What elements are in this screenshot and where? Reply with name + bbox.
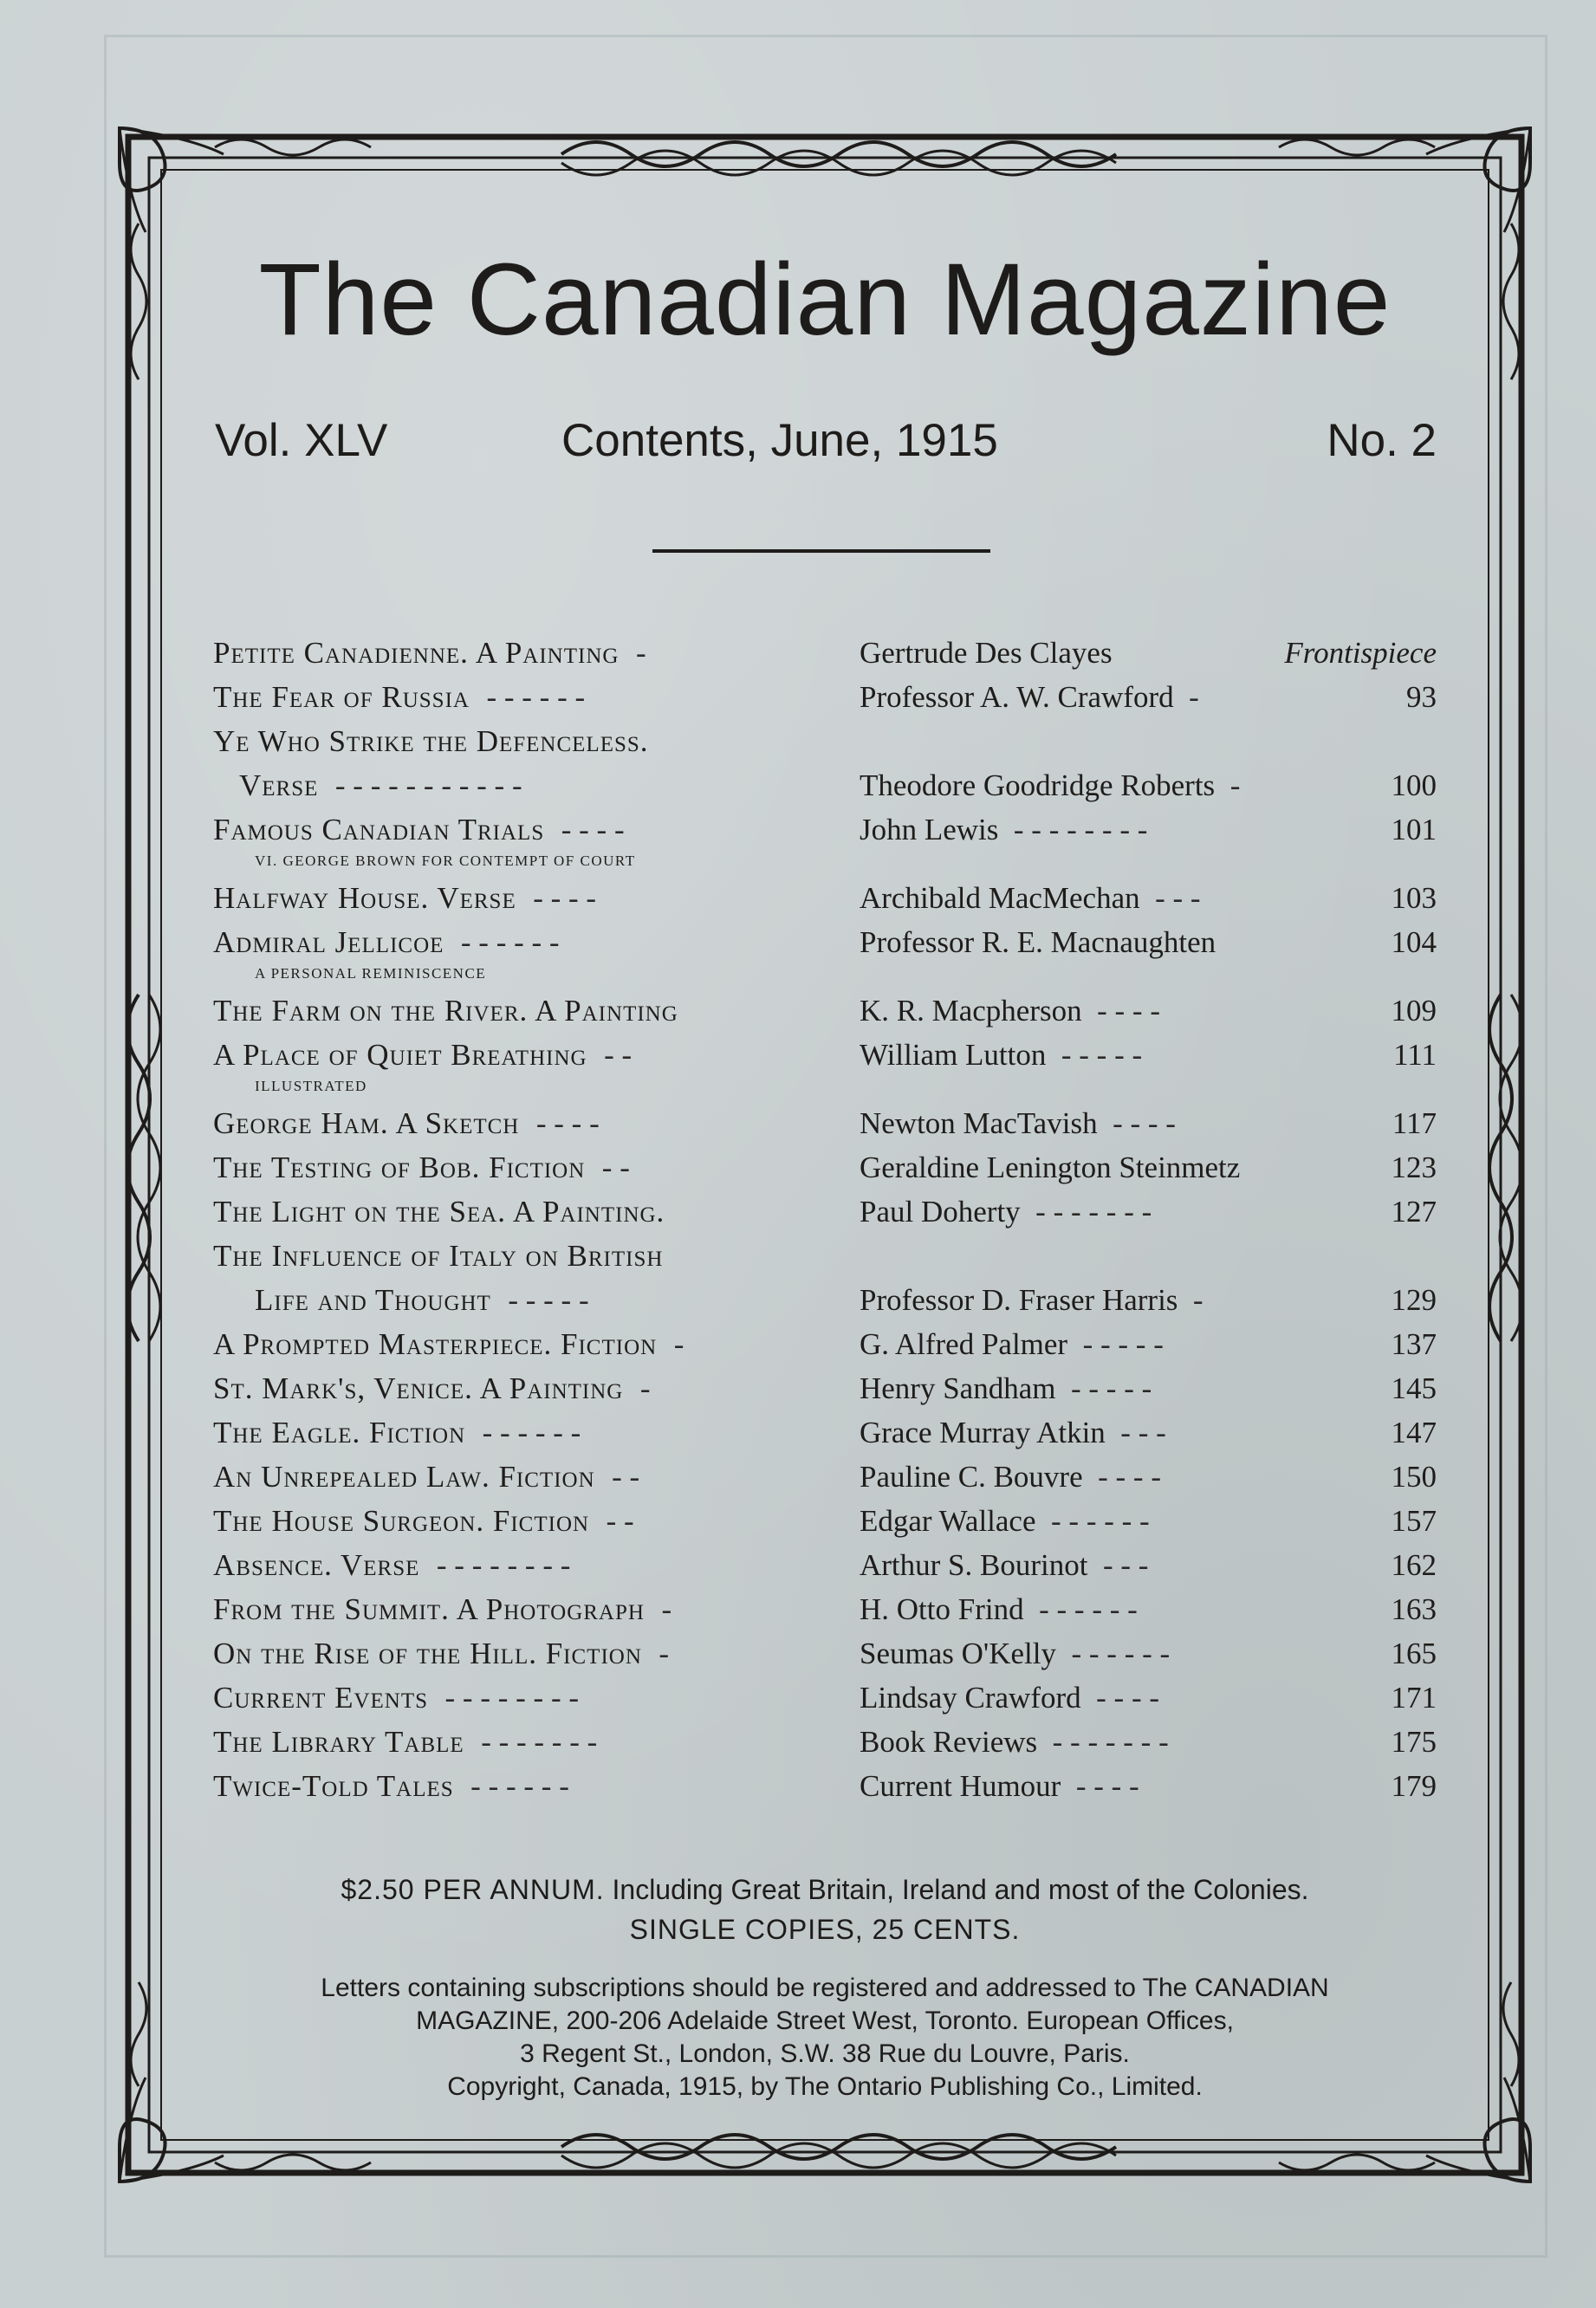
toc-title <box>239 763 802 807</box>
price-note: Including Great Britain, Ireland and most of the Colonies. <box>612 1874 1309 1905</box>
title-divider <box>652 549 990 553</box>
toc-title <box>213 1499 802 1543</box>
toc-author <box>860 1676 1345 1720</box>
toc-title-leaders: - - - - - - - <box>481 1725 598 1759</box>
toc-page-number: 127 <box>1391 1195 1437 1229</box>
toc-title-text: A Prompted Masterpiece. Fiction <box>213 1327 658 1361</box>
toc-author-name: Lindsay Crawford <box>860 1681 1081 1715</box>
toc-page-number: 147 <box>1391 1416 1437 1449</box>
contents-page <box>111 120 1539 2190</box>
toc-title-text: The House Surgeon. Fiction <box>213 1504 590 1538</box>
toc-page-number: 163 <box>1391 1592 1437 1626</box>
toc-title-leaders: - - - - - - - - - - - <box>334 768 522 802</box>
toc-author <box>860 1631 1345 1676</box>
toc-page-leaders: - - - - - - <box>1071 1637 1171 1670</box>
toc-author-name: Book Reviews <box>860 1725 1038 1759</box>
toc-page-leaders: - <box>1229 768 1241 802</box>
toc-author-name: Edgar Wallace <box>860 1504 1036 1538</box>
toc-author-name: Newton MacTavish <box>860 1106 1098 1140</box>
toc-page-number: 145 <box>1391 1371 1437 1405</box>
toc-title <box>213 807 802 852</box>
toc-title <box>213 1033 802 1077</box>
toc-entry <box>213 631 1437 675</box>
toc-entry <box>213 719 1437 763</box>
toc-author-name: Arthur S. Bourinot <box>860 1548 1088 1582</box>
toc-author <box>860 1145 1345 1190</box>
toc-entry <box>213 920 1437 964</box>
toc-author <box>860 920 1345 964</box>
toc-title-text: Life and Thought <box>255 1283 491 1317</box>
annual-price: $2.50 PER ANNUM. <box>341 1874 605 1905</box>
toc-author <box>860 876 1345 920</box>
toc-title <box>213 1101 802 1145</box>
toc-title <box>213 1322 802 1366</box>
toc-page-number: 100 <box>1391 768 1437 802</box>
address-line-3: 3 Regent St., London, S.W. 38 Rue du Louvre, Paris. <box>520 2039 1130 2068</box>
toc-entry <box>213 1190 1437 1234</box>
price-line <box>111 1870 1539 1909</box>
toc-title-text: Current Events <box>213 1681 429 1715</box>
toc-title-text: A Place of Quiet Breathing <box>213 1038 587 1072</box>
toc-subtitle-row <box>213 1077 1437 1101</box>
toc-title-leaders: - - - - - - <box>460 925 560 959</box>
subscription-address <box>111 1972 1539 2104</box>
toc-author-name: Seumas O'Kelly <box>860 1637 1056 1670</box>
toc-entry <box>213 1676 1437 1720</box>
toc-page-leaders: - - - - <box>1113 1106 1176 1140</box>
toc-author-name: Gertrude Des Clayes <box>860 636 1113 670</box>
toc-page-leaders: - - - - - - <box>1051 1504 1150 1538</box>
toc-author <box>860 1190 1345 1234</box>
toc-entry <box>213 1543 1437 1587</box>
toc-entry <box>213 1366 1437 1410</box>
toc-subtitle: A PERSONAL REMINISCENCE <box>255 965 487 982</box>
toc-entry <box>213 763 1437 807</box>
address-line-1: Letters containing subscriptions should be registered and addressed to The CANADIAN <box>321 1974 1329 2002</box>
toc-page-number: 150 <box>1391 1460 1437 1494</box>
toc-subtitle: VI. GEORGE BROWN FOR CONTEMPT OF COURT <box>255 853 636 869</box>
toc-title-leaders: - <box>673 1327 684 1361</box>
toc-title-text: Admiral Jellicoe <box>213 925 444 959</box>
toc-title <box>213 1234 802 1278</box>
toc-title-leaders: - - <box>612 1460 640 1494</box>
toc-page-leaders: - - - - - <box>1070 1371 1152 1405</box>
toc-author <box>860 807 1345 852</box>
toc-title-text: Petite Canadienne. A Painting <box>213 636 620 670</box>
toc-title <box>213 631 802 675</box>
address-line-2: MAGAZINE, 200-206 Adelaide Street West, Toronto. European Offices, <box>416 2007 1234 2035</box>
toc-title-leaders: - <box>661 1592 672 1626</box>
toc-title <box>213 1455 802 1499</box>
toc-author-name: K. R. Macpherson <box>860 994 1082 1028</box>
toc-title <box>255 1278 802 1322</box>
toc-author <box>860 1410 1345 1455</box>
toc-title <box>213 719 802 763</box>
toc-entry <box>213 675 1437 719</box>
toc-entry <box>213 1145 1437 1190</box>
toc-title-leaders: - - - - - - <box>470 1769 569 1803</box>
toc-page-number: 111 <box>1393 1038 1437 1072</box>
toc-entry <box>213 1234 1437 1278</box>
toc-page-leaders: - - - - <box>1098 1460 1161 1494</box>
toc-title <box>213 1631 802 1676</box>
toc-author <box>860 989 1345 1033</box>
toc-page-leaders: - - - - - - - <box>1052 1725 1169 1759</box>
toc-page-leaders: - <box>1192 1283 1203 1317</box>
toc-page-leaders: - - - <box>1102 1548 1149 1582</box>
toc-entry <box>213 876 1437 920</box>
toc-entry <box>213 1631 1437 1676</box>
toc-title-text: From the Summit. A Photograph <box>213 1592 645 1626</box>
toc-title-leaders: - - <box>606 1504 634 1538</box>
toc-title <box>213 1410 802 1455</box>
toc-title-leaders: - - - - <box>535 1106 600 1140</box>
toc-author-name: Professor A. W. Crawford <box>860 680 1174 714</box>
toc-author-name: William Lutton <box>860 1038 1047 1072</box>
toc-author-name: Professor R. E. Macnaughten <box>860 925 1216 959</box>
toc-entry <box>213 1101 1437 1145</box>
toc-page-leaders: - - - - - <box>1061 1038 1143 1072</box>
toc-author <box>860 1322 1345 1366</box>
toc-page-number: 162 <box>1391 1548 1437 1582</box>
toc-title-text: The Farm on the River. A Painting <box>213 994 678 1028</box>
toc-author <box>860 1499 1345 1543</box>
toc-subtitle-row <box>213 852 1437 876</box>
toc-title-leaders: - <box>659 1637 670 1670</box>
toc-title <box>213 1145 802 1190</box>
toc-page-leaders: - - - - <box>1075 1769 1139 1803</box>
toc-title-leaders: - - - - - - - - <box>444 1681 580 1715</box>
toc-subtitle: ILLUSTRATED <box>255 1078 367 1094</box>
toc-title-text: St. Mark's, Venice. A Painting <box>213 1371 624 1405</box>
toc-title-text: The Influence of Italy on British <box>213 1239 664 1273</box>
toc-entry <box>213 1322 1437 1366</box>
toc-entry <box>213 1587 1437 1631</box>
toc-page-leaders: - - - - - <box>1082 1327 1164 1361</box>
toc-title-leaders: - - - - <box>533 881 597 915</box>
toc-title-text: Halfway House. Verse <box>213 881 516 915</box>
toc-page-leaders: - - - <box>1120 1416 1166 1449</box>
toc-page-number: 175 <box>1391 1725 1437 1759</box>
toc-title <box>213 1543 802 1587</box>
toc-page-leaders: - - - - - - - <box>1035 1195 1152 1229</box>
toc-page-number: 123 <box>1391 1151 1437 1184</box>
toc-page-leaders: - - - - - - - - <box>1013 813 1148 846</box>
toc-entry <box>213 989 1437 1033</box>
toc-author <box>860 1764 1345 1808</box>
toc-page-number: 103 <box>1391 881 1437 915</box>
toc-title <box>213 1190 802 1234</box>
footer-notice <box>111 1870 1539 2104</box>
toc-author-name: H. Otto Frind <box>860 1592 1024 1626</box>
toc-page-leaders: - - - <box>1155 881 1201 915</box>
toc-page-leaders: - - - - - - <box>1039 1592 1138 1626</box>
contents-date-label: Contents, June, 1915 <box>561 415 998 466</box>
toc-entry <box>213 1278 1437 1322</box>
toc-title-leaders: - <box>635 636 646 670</box>
toc-page-number: 157 <box>1391 1504 1437 1538</box>
toc-author <box>860 1543 1345 1587</box>
toc-title-text: Twice-Told Tales <box>213 1769 454 1803</box>
toc-title <box>213 876 802 920</box>
toc-page-number: 117 <box>1392 1106 1437 1140</box>
toc-title <box>213 675 802 719</box>
toc-title-text: The Library Table <box>213 1725 464 1759</box>
toc-author-name: Paul Doherty <box>860 1195 1021 1229</box>
toc-title <box>213 1764 802 1808</box>
toc-author-name: Professor D. Fraser Harris <box>860 1283 1178 1317</box>
toc-author <box>860 1101 1345 1145</box>
toc-page-leaders: - - - - <box>1097 994 1160 1028</box>
toc-title-text: On the Rise of the Hill. Fiction <box>213 1637 642 1670</box>
toc-author-name: Geraldine Lenington Steinmetz <box>860 1151 1241 1184</box>
toc-author <box>860 1720 1345 1764</box>
single-copies-price: SINGLE COPIES, 25 CENTS. <box>629 1914 1021 1945</box>
toc-author-name: Grace Murray Atkin <box>860 1416 1106 1449</box>
toc-author-name: Pauline C. Bouvre <box>860 1460 1083 1494</box>
toc-title-text: The Light on the Sea. A Painting. <box>213 1195 665 1229</box>
toc-page-number: 171 <box>1391 1681 1437 1715</box>
toc-page-number: 137 <box>1391 1327 1437 1361</box>
toc-title-text: Ye Who Strike the Defenceless. <box>213 724 649 758</box>
toc-title-text: An Unrepealed Law. Fiction <box>213 1460 595 1494</box>
toc-author-name: John Lewis <box>860 813 999 846</box>
toc-entry <box>213 1455 1437 1499</box>
toc-title-text: Famous Canadian Trials <box>213 813 545 846</box>
toc-entry <box>213 807 1437 852</box>
toc-page-number: 109 <box>1391 994 1437 1028</box>
toc-title-leaders: - - <box>601 1151 630 1184</box>
toc-title-leaders: - - - - - - - - <box>436 1548 571 1582</box>
toc-author <box>860 1033 1345 1077</box>
toc-author-name: G. Alfred Palmer <box>860 1327 1068 1361</box>
toc-title-leaders: - - - - - - <box>482 1416 581 1449</box>
magazine-title: The Canadian Magazine <box>258 243 1392 357</box>
toc-page-leaders: - - - - <box>1096 1681 1160 1715</box>
toc-author <box>860 1587 1345 1631</box>
toc-title-text: The Fear of Russia <box>213 680 470 714</box>
volume-label: Vol. XLV <box>215 415 388 466</box>
toc-entry <box>213 1410 1437 1455</box>
toc-entry <box>213 1033 1437 1077</box>
toc-page-number: Frontispiece <box>1284 636 1437 670</box>
toc-title <box>213 1366 802 1410</box>
toc-page-number: 104 <box>1391 925 1437 959</box>
copyright-line: Copyright, Canada, 1915, by The Ontario Publishing Co., Limited. <box>447 2072 1203 2101</box>
toc-title <box>213 1587 802 1631</box>
toc-page-number: 129 <box>1391 1283 1437 1317</box>
toc-title <box>213 989 802 1033</box>
toc-author <box>860 1278 1345 1322</box>
toc-title <box>213 1720 802 1764</box>
toc-title-text: The Testing of Bob. Fiction <box>213 1151 586 1184</box>
toc-author-name: Theodore Goodridge Roberts <box>860 768 1216 802</box>
toc-title <box>213 920 802 964</box>
toc-title-text: The Eagle. Fiction <box>213 1416 466 1449</box>
issue-number: No. 2 <box>1327 415 1437 466</box>
toc-page-number: 165 <box>1391 1637 1437 1670</box>
toc-subtitle-row <box>213 964 1437 989</box>
toc-author <box>860 1366 1345 1410</box>
toc-title-leaders: - - - - - - <box>486 680 586 714</box>
toc-title-text: George Ham. A Sketch <box>213 1106 520 1140</box>
toc-page-leaders: - <box>1189 680 1199 714</box>
toc-title-leaders: - <box>639 1371 651 1405</box>
toc-page-number: 179 <box>1391 1769 1437 1803</box>
toc-title-text: Absence. Verse <box>213 1548 420 1582</box>
toc-entry <box>213 1499 1437 1543</box>
toc-author-name: Current Humour <box>860 1769 1061 1803</box>
toc-entry <box>213 1764 1437 1808</box>
table-of-contents <box>213 631 1437 1808</box>
toc-entry <box>213 1720 1437 1764</box>
toc-author <box>860 1455 1345 1499</box>
toc-title-text: Verse <box>239 768 319 802</box>
toc-author <box>860 675 1345 719</box>
toc-page-number: 101 <box>1391 813 1437 846</box>
toc-title-leaders: - - - - <box>561 813 625 846</box>
toc-author-name: Henry Sandham <box>860 1371 1056 1405</box>
toc-title <box>213 1676 802 1720</box>
toc-page-number: 93 <box>1406 680 1437 714</box>
toc-author-name: Archibald MacMechan <box>860 881 1140 915</box>
toc-title-leaders: - - - - - <box>508 1283 589 1317</box>
toc-title-leaders: - - <box>604 1038 633 1072</box>
toc-author <box>860 763 1345 807</box>
